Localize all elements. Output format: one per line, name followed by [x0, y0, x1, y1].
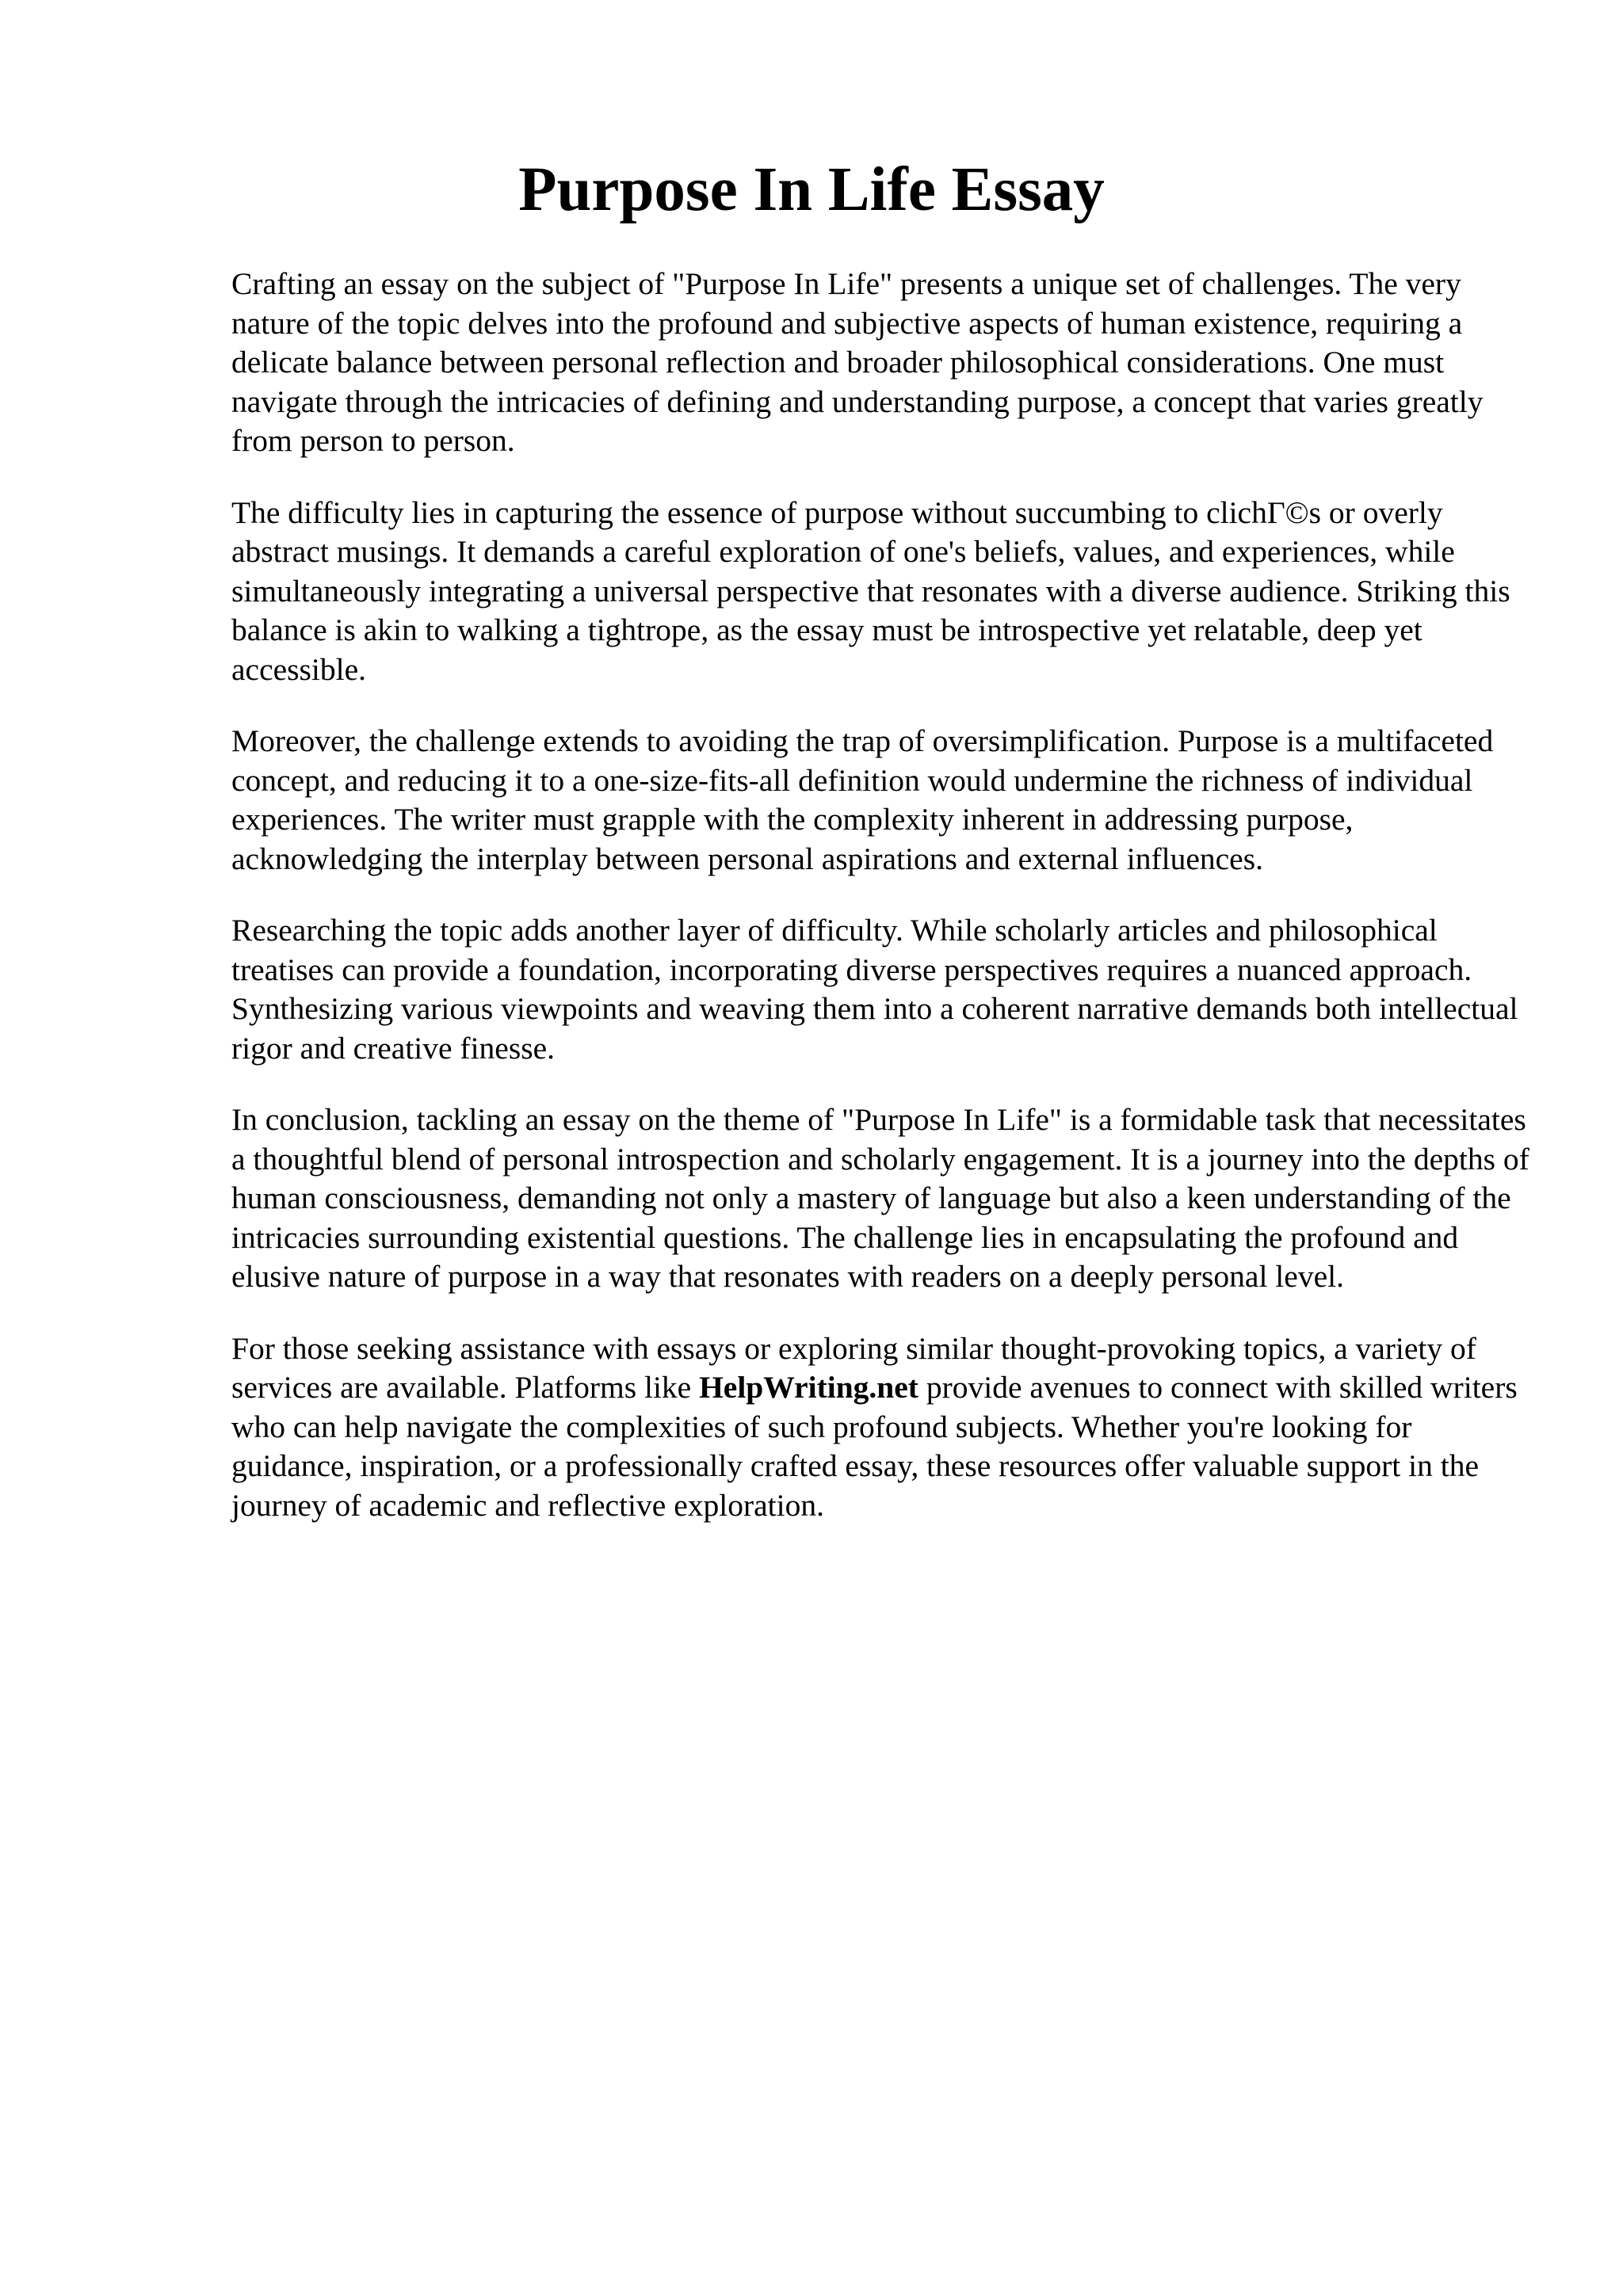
paragraph-1: Crafting an essay on the subject of "Purpose In Life" presents a unique set of challenges. The very nature of the topic delves into the profound and subjective aspects of human existence, requiring a delicate balance between personal reflection and broader philosophical considerations. One must navigate through the intricacies of defining and understanding purpose, a concept that varies greatly from person to person.	[231, 266, 1484, 458]
paragraph-2: The difficulty lies in capturing the essence of purpose without succumbing to clichΓ©s or overly abstract musings. It demands a careful exploration of one's beliefs, values, and experiences, while simultaneously integrating a universal perspective that resonates with a diverse audience. Striking this balance is akin to walking a tightrope, as the essay must be introspective yet relatable, deep yet accessible.	[231, 494, 1510, 687]
paragraph-4: Researching the topic adds another layer of difficulty. While scholarly articles and philosophical treatises can provide a foundation, incorporating diverse perspectives requires a nuanced approach. Synthesizing various viewpoints and weaving them into a coherent narrative demands both intellectual rigor and creative finesse.	[231, 913, 1518, 1066]
paragraph-6	[231, 1329, 1531, 1526]
page-title: Purpose In Life Essay	[518, 155, 1105, 224]
helpwriting-link[interactable]: HelpWriting.net	[699, 1370, 918, 1405]
paragraph-3: Moreover, the challenge extends to avoiding the trap of oversimplification. Purpose is a multifaceted concept, and reducing it to a one-size-fits-all definition would undermine the richness of individual experiences. The writer must grapple with the complexity inherent in addressing purpose, acknowledging the interplay between personal aspirations and external influences.	[231, 723, 1494, 876]
paragraph-6-rest: provide avenues to connect with skilled writers who can help navigate the complexities of such profound subjects. Whether you're looking for guidance, inspiration, or a professionally crafted essay, these resources offer valuable support in the journey of academic and reflective exploration.	[231, 1370, 1518, 1523]
paragraph-5: In conclusion, tackling an essay on the theme of "Purpose In Life" is a formidable task that necessitates a thoughtful blend of personal introspection and scholarly engagement. It is a journey into the depths of human consciousness, demanding not only a mastery of language but also a keen understanding of the intricacies surrounding existential questions. The challenge lies in encapsulating the profound and elusive nature of purpose in a way that resonates with readers on a deeply personal level.	[231, 1102, 1529, 1294]
paragraph-6-intro: For those seeking assistance with essays or exploring similar thought-provoking topics, a variety of services are available. Platforms like	[231, 1330, 1476, 1405]
essay-body	[231, 265, 1531, 1558]
